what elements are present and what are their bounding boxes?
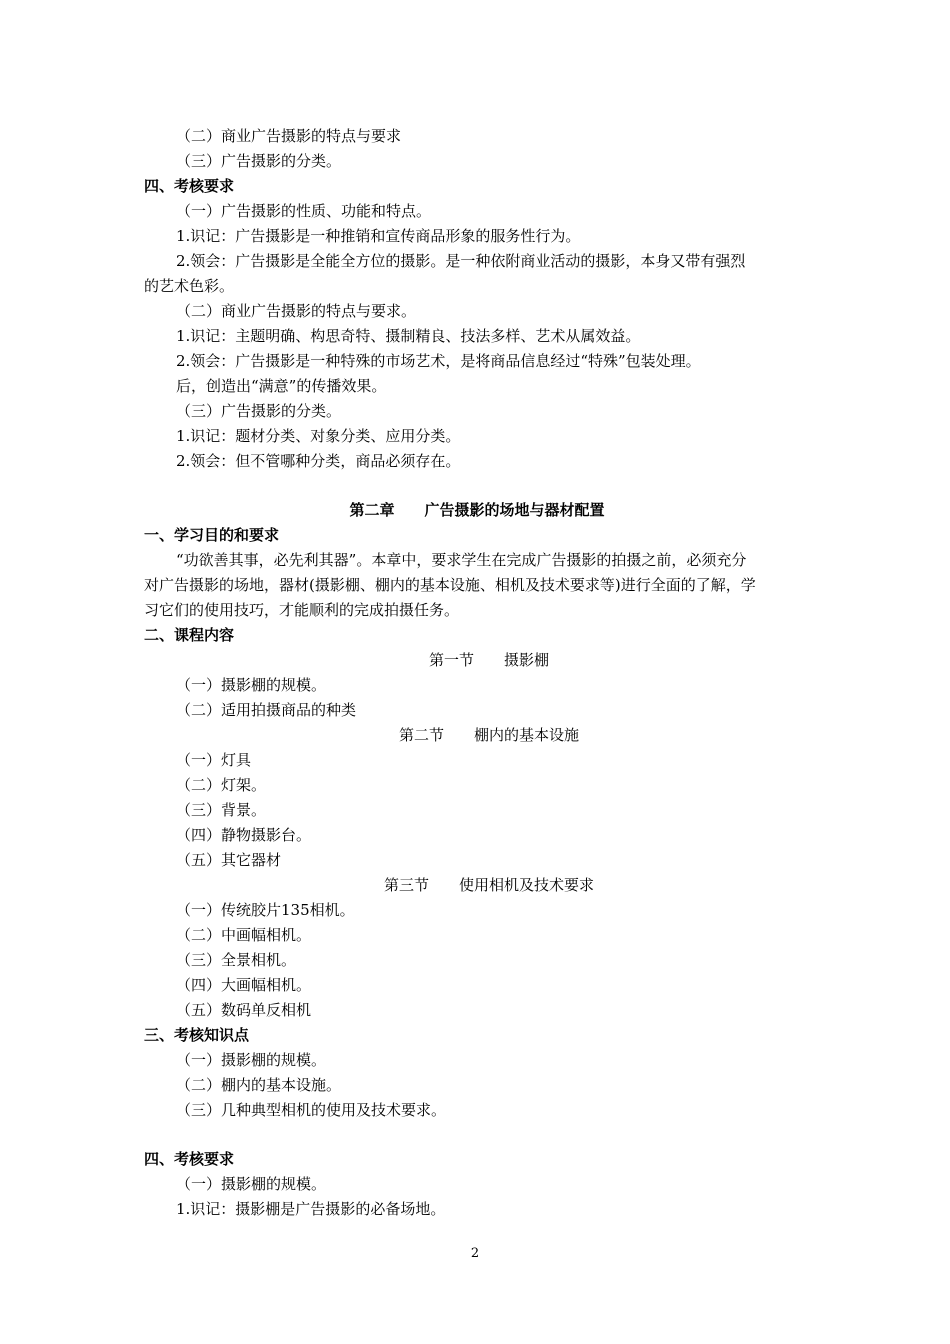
- subsection-name: 摄影棚: [504, 651, 550, 669]
- list-item: （三）全景相机。: [176, 951, 297, 969]
- list-item: （三）广告摄影的分类。: [176, 152, 342, 170]
- list-item: （四）静物摄影台。: [176, 826, 312, 844]
- subsection-number: 第一节: [428, 651, 474, 669]
- subsection-number: 第二节: [398, 726, 444, 744]
- list-item: （三）几种典型相机的使用及技术要求。: [176, 1101, 447, 1119]
- section-heading: 四、考核要求: [144, 1150, 235, 1168]
- subsection-name: 使用相机及技术要求: [459, 876, 595, 894]
- list-item: （二）棚内的基本设施。: [176, 1076, 342, 1094]
- paragraph: 1.识记：摄影棚是广告摄影的必备场地。: [176, 1200, 446, 1218]
- subsection-title: [324, 650, 654, 670]
- subsection-number: 第三节: [383, 876, 429, 894]
- paragraph: 1.识记：题材分类、对象分类、应用分类。: [176, 427, 461, 445]
- list-item: （二）商业广告摄影的特点与要求。: [176, 302, 417, 320]
- section-heading: 二、课程内容: [144, 626, 235, 644]
- chapter-number: 第二章: [349, 501, 395, 519]
- paragraph: 2.领会：但不管哪种分类，商品必须存在。: [176, 452, 461, 470]
- paragraph: 2.领会：广告摄影是一种特殊的市场艺术，是将商品信息经过“特殊”包装处理。: [176, 352, 701, 370]
- chapter-name: 广告摄影的场地与器材配置: [424, 501, 605, 519]
- list-item: （一）传统胶片135相机。: [176, 901, 355, 919]
- list-item: （一）摄影棚的规模。: [176, 1175, 327, 1193]
- paragraph: 后，创造出“满意”的传播效果。: [176, 377, 387, 395]
- chapter-title: [144, 500, 810, 520]
- subsection-name: 棚内的基本设施: [474, 726, 580, 744]
- list-item: （二）灯架。: [176, 776, 267, 794]
- list-item: （二）中画幅相机。: [176, 926, 312, 944]
- paragraph: “功欲善其事，必先利其器”。本章中，要求学生在完成广告摄影的拍摄之前，必须充分: [176, 551, 747, 569]
- page-number: 2: [470, 1246, 480, 1261]
- section-heading: 一、学习目的和要求: [144, 526, 280, 544]
- list-item: （一）摄影棚的规模。: [176, 1051, 327, 1069]
- paragraph: 1.识记：广告摄影是一种推销和宣传商品形象的服务性行为。: [176, 227, 581, 245]
- paragraph: 1.识记：主题明确、构思奇特、摄制精良、技法多样、艺术从属效益。: [176, 327, 641, 345]
- list-item: （五）数码单反相机: [176, 1001, 312, 1019]
- list-item: （二）适用拍摄商品的种类: [176, 701, 357, 719]
- subsection-title: [324, 725, 654, 745]
- paragraph: 习它们的使用技巧，才能顺利的完成拍摄任务。: [144, 601, 460, 619]
- list-item: （一）摄影棚的规模。: [176, 676, 327, 694]
- section-heading: 四、考核要求: [144, 177, 235, 195]
- list-item: （二）商业广告摄影的特点与要求: [176, 127, 402, 145]
- list-item: （四）大画幅相机。: [176, 976, 312, 994]
- list-item: （三）背景。: [176, 801, 267, 819]
- list-item: （五）其它器材: [176, 851, 282, 869]
- section-heading: 三、考核知识点: [144, 1026, 250, 1044]
- list-item: （一）灯具: [176, 751, 252, 769]
- paragraph: 2.领会：广告摄影是全能全方位的摄影。是一种依附商业活动的摄影，本身又带有强烈: [176, 252, 746, 270]
- paragraph: 对广告摄影的场地，器材(摄影棚、棚内的基本设施、相机及技术要求等)进行全面的了解，学: [144, 576, 756, 594]
- list-item: （三）广告摄影的分类。: [176, 402, 342, 420]
- paragraph: 的艺术色彩。: [144, 277, 235, 295]
- list-item: （一）广告摄影的性质、功能和特点。: [176, 202, 432, 220]
- subsection-title: [324, 875, 654, 895]
